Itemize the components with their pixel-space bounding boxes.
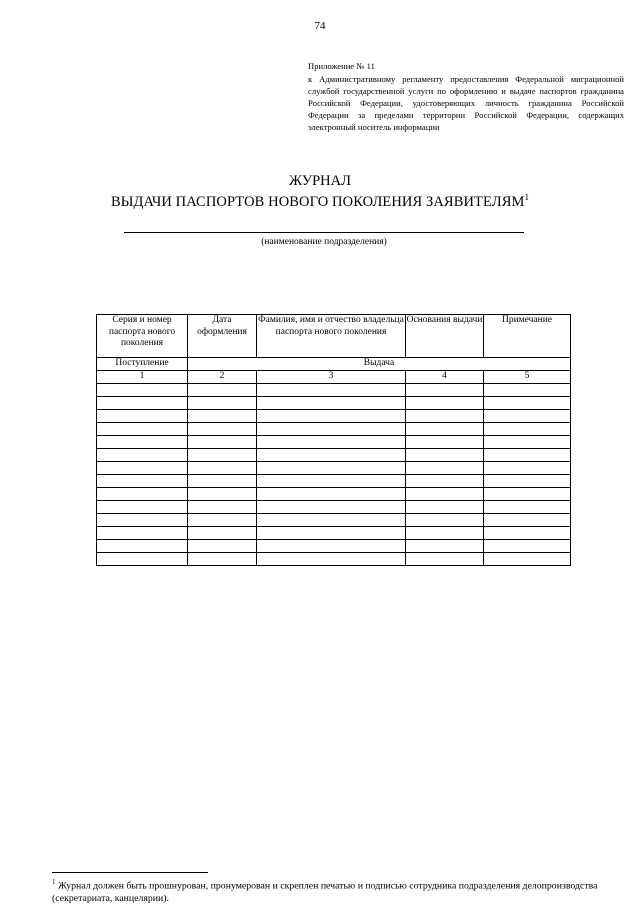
appendix-block (308, 60, 624, 133)
table-cell (406, 553, 484, 566)
table-cell (406, 397, 484, 410)
table-cell (97, 488, 188, 501)
footnote-rule (52, 872, 208, 873)
table-cell (406, 462, 484, 475)
table-row (97, 462, 571, 475)
table-cell (257, 527, 406, 540)
table-cell (97, 384, 188, 397)
footnote-mark: 1 (52, 878, 56, 886)
table-cell (406, 384, 484, 397)
table-cell (188, 475, 257, 488)
subheader-receipt: Поступление (97, 358, 188, 371)
column-number: 4 (406, 371, 484, 384)
journal-subtitle (0, 192, 640, 211)
header-series-number: Серия и номер паспорта нового поколения (97, 315, 188, 358)
table-cell (406, 449, 484, 462)
appendix-title: Приложение № 11 (308, 61, 375, 71)
table-cell (484, 462, 571, 475)
table-cell (484, 384, 571, 397)
journal-subtitle-text: ВЫДАЧИ ПАСПОРТОВ НОВОГО ПОКОЛЕНИЯ ЗАЯВИТЕЛЯМ (110, 193, 525, 210)
table-cell (257, 553, 406, 566)
table-row (97, 397, 571, 410)
table-cell (406, 514, 484, 527)
footnote (52, 876, 612, 905)
table-cell (97, 475, 188, 488)
table-cell (257, 436, 406, 449)
table-cell (188, 462, 257, 475)
table-cell (484, 475, 571, 488)
table-cell (257, 384, 406, 397)
table-cell (188, 410, 257, 423)
table-row (97, 410, 571, 423)
table-cell (97, 501, 188, 514)
table-cell (188, 488, 257, 501)
table-cell (406, 436, 484, 449)
table-cell (188, 501, 257, 514)
table-subheader-row (97, 358, 571, 371)
page-number: 74 (314, 20, 326, 32)
table-cell (188, 397, 257, 410)
table-header-row (97, 315, 571, 358)
table-cell (257, 475, 406, 488)
table-cell (406, 501, 484, 514)
table-cell (484, 540, 571, 553)
table-cell (188, 449, 257, 462)
column-number: 1 (97, 371, 188, 384)
table-cell (257, 462, 406, 475)
journal-table (96, 314, 571, 566)
table-cell (97, 410, 188, 423)
table-cell (406, 475, 484, 488)
table-cell (484, 488, 571, 501)
table-row (97, 540, 571, 553)
column-number: 5 (484, 371, 571, 384)
table-row (97, 475, 571, 488)
table-cell (97, 449, 188, 462)
table-cell (97, 514, 188, 527)
table-cell (97, 540, 188, 553)
table-cell (188, 423, 257, 436)
table-cell (97, 462, 188, 475)
department-underline (124, 232, 524, 233)
header-date: Дата оформления (188, 315, 257, 358)
table-cell (406, 488, 484, 501)
table-cell (188, 384, 257, 397)
header-note: Примечание (484, 315, 571, 358)
table-row (97, 384, 571, 397)
column-number: 3 (257, 371, 406, 384)
table-cell (406, 423, 484, 436)
table-body (97, 384, 571, 566)
table-cell (257, 540, 406, 553)
table-cell (188, 514, 257, 527)
table-cell (484, 436, 571, 449)
table-cell (97, 436, 188, 449)
table-cell (97, 553, 188, 566)
table-cell (257, 488, 406, 501)
table-cell (257, 501, 406, 514)
header-grounds: Основания выдачи (406, 315, 484, 358)
table-cell (97, 397, 188, 410)
table-cell (97, 423, 188, 436)
table-cell (484, 423, 571, 436)
table-cell (484, 501, 571, 514)
subheader-issue: Выдача (188, 358, 571, 371)
table-row (97, 514, 571, 527)
table-row (97, 527, 571, 540)
table-cell (188, 540, 257, 553)
department-label: (наименование подразделения) (261, 237, 387, 247)
table-cell (484, 410, 571, 423)
table-cell (406, 410, 484, 423)
table-cell (406, 540, 484, 553)
table-cell (257, 410, 406, 423)
table-row (97, 488, 571, 501)
table-cell (484, 553, 571, 566)
table-cell (257, 397, 406, 410)
table-number-row (97, 371, 571, 384)
table-cell (257, 423, 406, 436)
header-full-name: Фамилия, имя и отчество владельца паспорта нового поколения (257, 315, 406, 358)
table-row (97, 553, 571, 566)
table-row (97, 423, 571, 436)
table-cell (484, 527, 571, 540)
title-footnote-mark: 1 (524, 192, 530, 202)
table-cell (257, 449, 406, 462)
table-row (97, 501, 571, 514)
column-number: 2 (188, 371, 257, 384)
table-cell (188, 527, 257, 540)
table-cell (406, 527, 484, 540)
table-cell (188, 436, 257, 449)
table-cell (484, 449, 571, 462)
table-row (97, 449, 571, 462)
table-cell (484, 514, 571, 527)
appendix-body: к Административному регламенту предоставления Федеральной миграционной службой государственной услуги по оформлению и выдаче паспортов гражданина Российской Федерации, удостоверяющих личность гражданина Российской Федерации за пределами территории Российской Федерации, содержащих электронный носитель информации (308, 74, 624, 132)
table-cell (484, 397, 571, 410)
table-cell (188, 553, 257, 566)
table-cell (257, 514, 406, 527)
table-cell (97, 527, 188, 540)
journal-title: ЖУРНАЛ (289, 173, 351, 189)
table-row (97, 436, 571, 449)
footnote-text: Журнал должен быть прошнурован, пронумерован и скреплен печатью и подписью сотрудника подразделения делопроизводства (секретариата, канцелярии). (52, 880, 598, 905)
